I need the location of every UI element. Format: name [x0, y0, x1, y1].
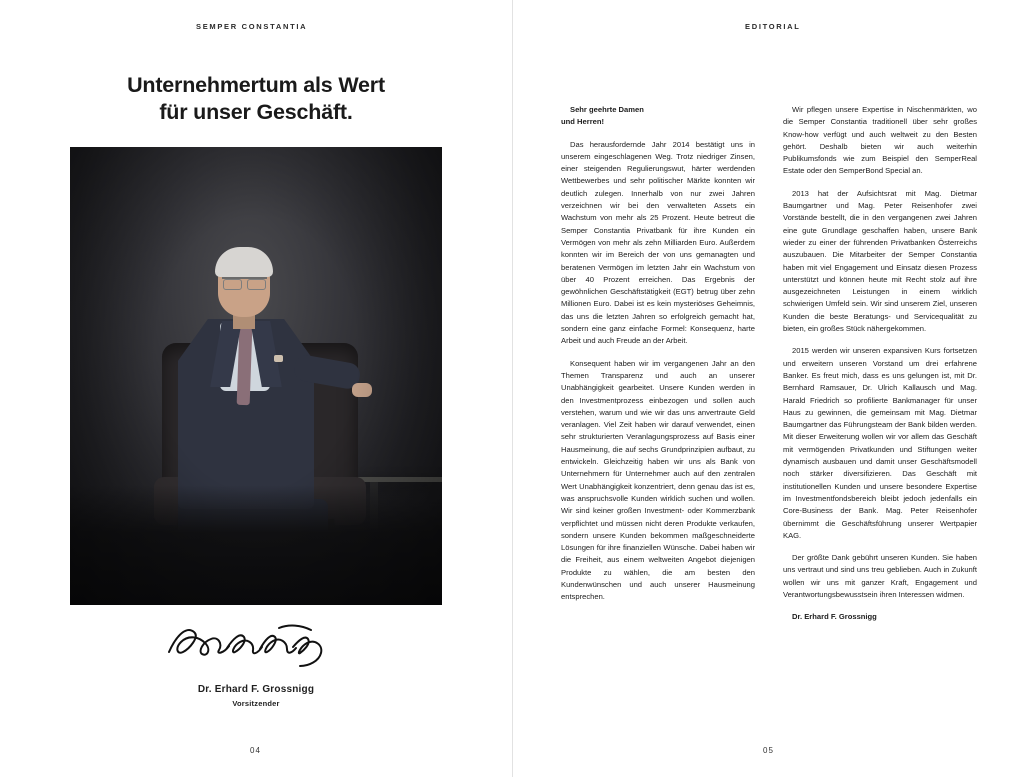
closing-signature-name: Dr. Erhard F. Grossnigg — [792, 612, 877, 622]
photo-vignette — [70, 147, 442, 605]
paragraph: Wir pflegen unsere Expertise in Nischenmärkten, wo die Semper Constantia traditionell über sehr großes Know-how verfügt und auch weltweit zu den Besten gehört. Deshalb bieten wir auch weiterhin Publikumsfonds wie zum Beispiel den SemperReal Estate oder den SemperBond Special an. — [783, 105, 977, 176]
page-number-left: 04 — [250, 746, 261, 755]
paragraph: Konsequent haben wir im vergangenen Jahr an den Themen Transparenz und auch an unserer Unabhängigkeit gearbeitet. Unsere Kunden werden in den Investmentprozess einbezogen und sollen auch verstehen, warum und wie wir das uns anvertraute Geld veranlagen. Viel Zeit haben wir darauf verwendet, einen sehr strukturierten Veranlagungsprozess auf Basis einer Hausmeinung, die auf sechs Grundprinzipien aufbaut, zu entwickeln. Gleichzeitig haben wir uns als Bank von Unternehmern für Unternehmer auch auf den zentralen Wert Unabhängigkeit konzentriert, denn genau das ist es, was anspruchsvolle Kunden wirklich suchen und wollen. Wir sind keiner großen Investment- oder Kommerzbank verpflichtet und müssen nicht deren Produkte verkaufen, sondern unsere Kunden bekommen maßgeschneiderte Lösungen für ihre finanziellen Wünsche. Dabei haben wir die Freiheit, aus einem weltweiten Angebot diejenigen Produkte zu wählen, die am besten den Kundenwünschen und auch unserer Hausmeinung entsprechen. — [561, 358, 755, 602]
text-column-2 — [783, 104, 977, 634]
running-head-right: EDITORIAL — [745, 22, 801, 31]
page-number-right: 05 — [763, 746, 774, 755]
page-title — [0, 72, 512, 126]
headline-line-1: Unternehmertum als Wert — [127, 73, 385, 97]
text-column-1 — [561, 104, 755, 614]
signer-name: Dr. Erhard F. Grossnigg — [197, 684, 315, 695]
salutation-line-2: und Herren! — [561, 117, 605, 127]
handwritten-signature — [0, 618, 512, 674]
paragraph: Der größte Dank gebührt unseren Kunden. Sie haben uns vertraut und sind uns treu geblieben. Auch in Zukunft wollen wir uns mit ganzer Kraft, Engagement und Verantwortungsbewusstsein ihren Interessen widmen. — [783, 553, 977, 599]
paragraph: Das herausfordernde Jahr 2014 bestätigt uns in unserem eingeschlagenen Weg. Trotz niedriger Zinsen, einer steigenden Regulierungswut, härter werdenden Wettbewerbes und sehr politischer Märkte konnten wir deutlich zulegen. Innerhalb von nur zwei Jahren verzeichnen wir bei den verwalteten Assets ein Wachstum von mehr als 25 Prozent. Heute betreut die Semper Constantia Privatbank für ihre Kunden ein Vermögen von mehr als zehn Milliarden Euro. Außerdem konnten wir im Bereich der von uns gemanagten und beratenen Vermögen im letzten Jahr ein Wachstum von über 40 Prozent erreichen. Das Ergebnis der gewöhnlichen Geschäftstätigkeit (EGT) betrug über zehn Millionen Euro. Dabei ist es kein mysteriöses Geheimnis, das uns die letzten Jahren so erfolgreich gemacht hat, sondern eine ganz einfache Formel: Konsequenz, harte Arbeit und auch Freude an der Arbeit. — [561, 139, 755, 346]
signer-role: Vorsitzender — [232, 699, 280, 708]
salutation — [561, 104, 755, 129]
portrait-photo — [70, 147, 442, 605]
salutation-line-1: Sehr geehrte Damen — [570, 105, 644, 114]
running-head-left: SEMPER CONSTANTIA — [196, 22, 308, 31]
page-right — [512, 0, 1024, 777]
paragraph: 2015 werden wir unseren expansiven Kurs fortsetzen und erweitern unseren Vorstand um drei erfahrene Banker. Es freut mich, dass es uns gelungen ist, mit Dr. Bernhard Ramsauer, Dr. Ulrich Kallausch und Mag. Harald Friedrich so profilierte Bankmanager für unser Haus zu gewinnen, die gemeinsam mit Mag. Dietmar Baumgartner das Führungsteam der Bank bilden werden. Mit dieser Erweiterung wollen wir vor allem das Geschäft mit vermögenden Privatkunden und Stiftungen weiter dynamisch ausbauen und damit unser Geschäftsmodell noch stärker diversifizieren. Das Geschäft mit institutionellen Kunden und unsere besondere Expertise im Investmentfondsbereich bleibt jedoch jedenfalls ein Core-Business der Bank. Mag. Peter Reisenhofer übernimmt die Geschäftsführung unserer Wertpapier KAG. — [783, 346, 977, 540]
headline-line-2: für unser Geschäft. — [159, 99, 353, 124]
paragraph: 2013 hat der Aufsichtsrat mit Mag. Dietmar Baumgartner und Mag. Peter Reisenhofer zwei Vorstände bestellt, die in den vergangenen zwei Jahren eine gute Grundlage geschaffen haben, unsere Bank wieder zu einer der führenden Privatbanken Österreichs auszubauen. Die Mitarbeiter der Semper Constantia haben mit viel Engagement und Einsatz diesen Prozess unterstützt und können heute mit Recht stolz auf ihre ausgezeichneten Leistungen in einem wirklich schwierigen Umfeld sein. Wir sind unserem Ziel, unseren Kunden die beste Beratungs- und Servicequalität zu bieten, ein großes Stück nähergekommen. — [783, 188, 977, 334]
